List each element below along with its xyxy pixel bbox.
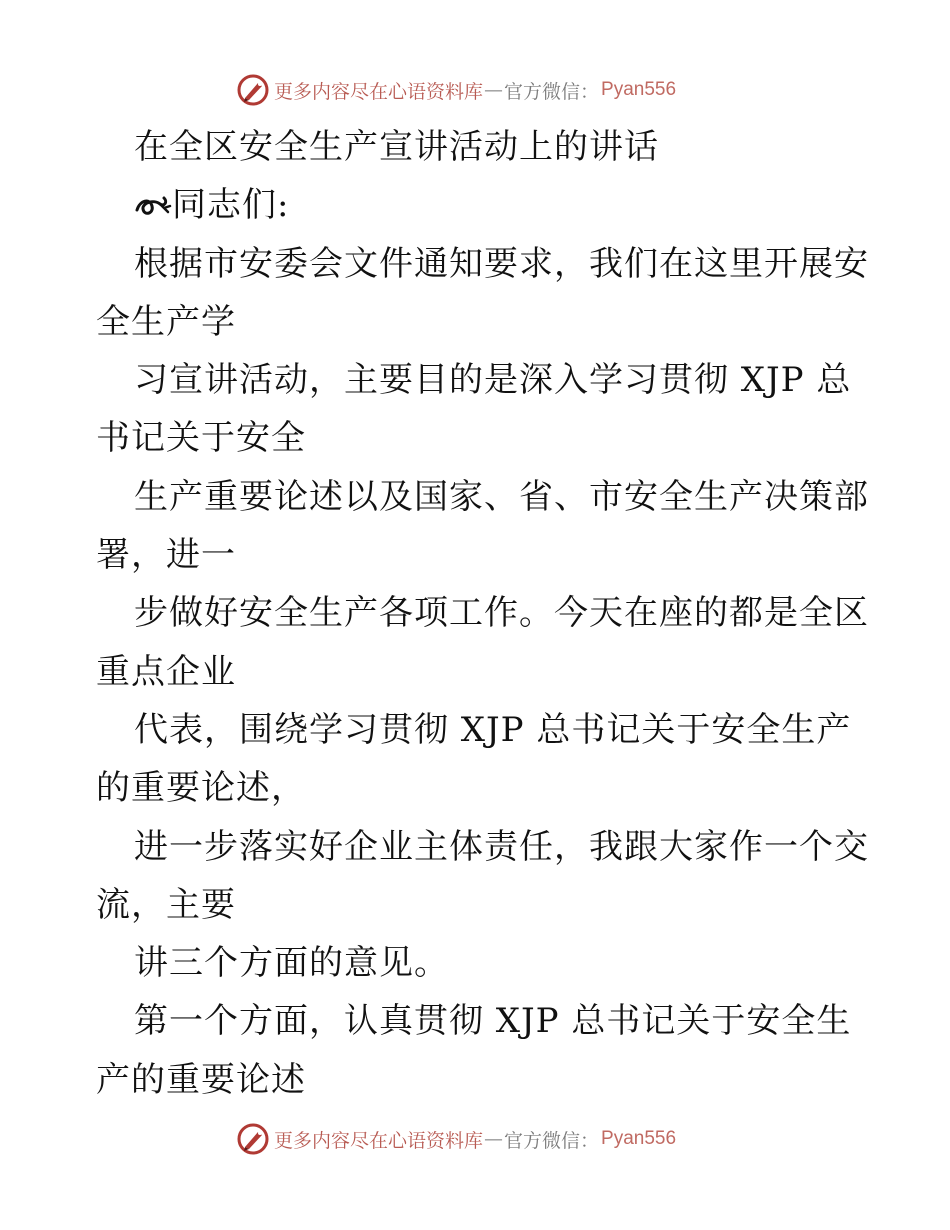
ornament-icon — [134, 178, 172, 236]
paragraph-lines — [96, 235, 869, 1109]
header-banner — [236, 72, 676, 108]
footer-banner — [236, 1121, 676, 1157]
paragraph-line: 讲三个方面的意见。 — [134, 943, 449, 984]
paragraph-line: 生产重要论述以及国家、省、市安全生产决策部 — [134, 476, 869, 517]
paragraph-line: 全生产学 — [96, 301, 236, 342]
banner-promo-text: 更多内容尽在心语资料库 — [274, 1129, 484, 1152]
banner-wechat-label: 官方微信： — [504, 1129, 600, 1152]
paragraph-line: 流，主要 — [96, 884, 236, 925]
paragraph-line: 根据市安委会文件通知要求，我们在这里开展安 — [134, 243, 869, 284]
paragraph-line: 代表，围绕学习贯彻 XJP 总书记关于安全生产 — [134, 709, 852, 750]
banner-wechat-label: 官方微信： — [504, 80, 600, 103]
paragraph-line: 重点企业 — [96, 651, 236, 692]
pen-logo-icon — [236, 73, 270, 107]
document-title: 在全区安全生产宣讲活动上的讲话 — [134, 127, 659, 167]
paragraph-line: 第一个方面，认真贯彻 XJP 总书记关于安全生 — [134, 1001, 852, 1042]
banner-wechat-handle: Pyan556 — [601, 1128, 677, 1149]
salutation-line — [96, 176, 866, 234]
banner-promo-text: 更多内容尽在心语资料库 — [274, 80, 484, 103]
pen-logo-icon — [236, 1122, 270, 1156]
paragraph-line: 的重要论述， — [96, 768, 306, 809]
banner-wechat-handle: Pyan556 — [601, 79, 677, 100]
paragraph-line: 步做好安全生产各项工作。今天在座的都是全区 — [134, 593, 869, 634]
document-body — [96, 118, 869, 1109]
salutation-text: 同志们: — [172, 185, 290, 226]
paragraph-line: 进一步落实好企业主体责任，我跟大家作一个交 — [134, 826, 869, 867]
paragraph-line: 产的重要论述 — [96, 1059, 306, 1100]
banner-separator: — — [484, 1128, 504, 1150]
paragraph-line: 习宣讲活动，主要目的是深入学习贯彻 XJP 总 — [134, 360, 852, 401]
banner-separator: — — [484, 79, 504, 101]
paragraph-line: 署，进一 — [96, 535, 236, 576]
paragraph-line: 书记关于安全 — [96, 418, 306, 459]
